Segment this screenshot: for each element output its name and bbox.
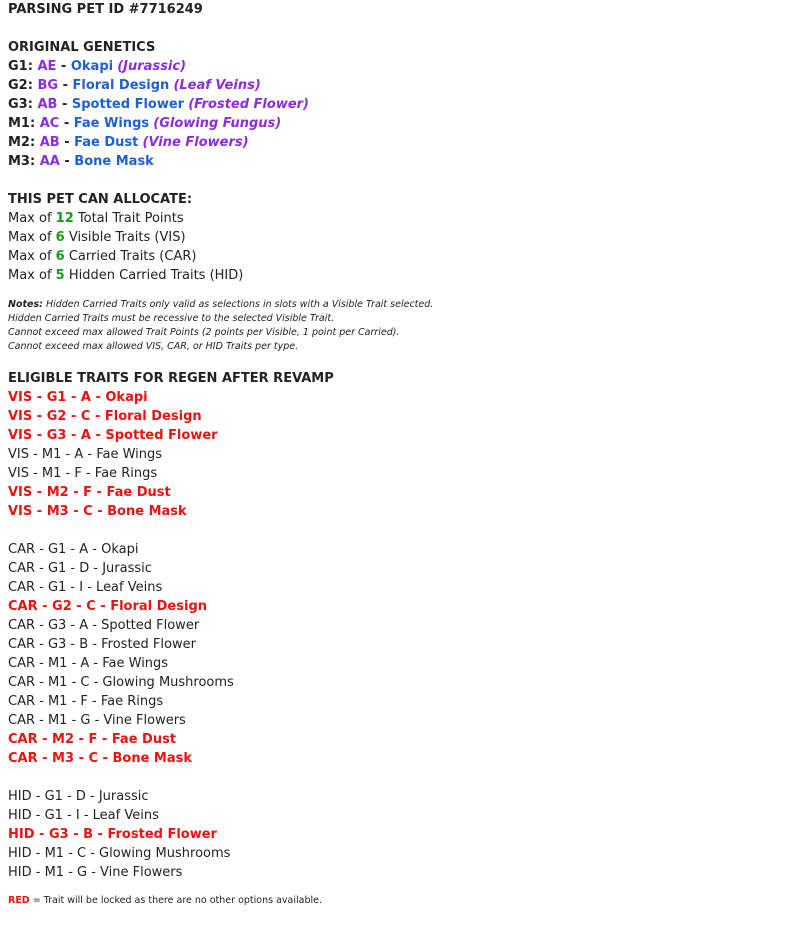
genetics-row bbox=[8, 76, 794, 95]
spacer bbox=[8, 19, 794, 38]
note-text: Hidden Carried Traits must be recessive to the selected Visible Trait. bbox=[8, 313, 335, 324]
gene-slot: M1: bbox=[8, 116, 40, 131]
car-trait-item: CAR - M3 - C - Bone Mask bbox=[8, 751, 193, 766]
vis-trait-item: VIS - M2 - F - Fae Dust bbox=[8, 485, 171, 500]
hid-trait-item: HID - G1 - I - Leaf Veins bbox=[8, 808, 159, 823]
hid-trait-list bbox=[8, 787, 794, 882]
allocate-list bbox=[8, 209, 794, 285]
legend bbox=[8, 894, 794, 908]
gene-code: BG bbox=[37, 78, 59, 93]
vis-trait-list bbox=[8, 388, 794, 521]
notes-label: Notes: bbox=[8, 299, 43, 310]
gene-trait: Floral Design bbox=[72, 78, 170, 93]
note-text: Cannot exceed max allowed VIS, CAR, or HID Traits per type. bbox=[8, 341, 299, 352]
gene-trait: Bone Mask bbox=[74, 154, 154, 169]
car-trait-item: CAR - M1 - G - Vine Flowers bbox=[8, 713, 186, 728]
original-genetics-heading: ORIGINAL GENETICS bbox=[8, 40, 156, 55]
vis-trait-item: VIS - G2 - C - Floral Design bbox=[8, 409, 202, 424]
gene-trait: Spotted Flower bbox=[71, 97, 185, 112]
vis-trait-item: VIS - M3 - C - Bone Mask bbox=[8, 504, 187, 519]
car-trait-item: CAR - G1 - A - Okapi bbox=[8, 542, 139, 557]
genetics-row bbox=[8, 95, 794, 114]
vis-trait-item: VIS - M1 - F - Fae Rings bbox=[8, 466, 158, 481]
gene-slot: G3: bbox=[8, 97, 38, 112]
allocate-row bbox=[8, 247, 794, 266]
spacer bbox=[8, 882, 794, 894]
gene-alt-trait: (Glowing Fungus) bbox=[153, 116, 282, 131]
genetics-row bbox=[8, 57, 794, 76]
allocate-row bbox=[8, 266, 794, 285]
gene-alt-trait: (Frosted Flower) bbox=[188, 97, 310, 112]
note-line bbox=[8, 312, 794, 326]
gene-code: AB bbox=[37, 97, 58, 112]
separator: - bbox=[59, 116, 74, 131]
gene-alt-trait: (Jurassic) bbox=[117, 59, 187, 74]
gene-trait: Fae Wings bbox=[73, 116, 150, 131]
allocate-number: 12 bbox=[55, 211, 74, 226]
car-trait-item: CAR - G1 - D - Jurassic bbox=[8, 561, 152, 576]
gene-alt-trait: (Vine Flowers) bbox=[142, 135, 249, 150]
notes-block bbox=[8, 298, 794, 354]
allocate-label: Visible Traits (VIS) bbox=[64, 230, 186, 245]
page-title: PARSING PET ID #7716249 bbox=[8, 2, 203, 17]
allocate-label: Total Trait Points bbox=[73, 211, 184, 226]
gene-code: AC bbox=[39, 116, 60, 131]
allocate-prefix: Max of bbox=[8, 268, 56, 283]
genetics-row bbox=[8, 133, 794, 152]
spacer bbox=[8, 285, 794, 298]
separator: - bbox=[59, 135, 75, 150]
separator: - bbox=[58, 78, 73, 93]
separator: - bbox=[57, 97, 72, 112]
gene-slot: M3: bbox=[8, 154, 40, 169]
legend-text: = Trait will be locked as there are no other options available. bbox=[29, 895, 322, 906]
eligible-heading: ELIGIBLE TRAITS FOR REGEN AFTER REVAMP bbox=[8, 371, 334, 386]
car-trait-item: CAR - M1 - A - Fae Wings bbox=[8, 656, 169, 671]
gene-trait: Okapi bbox=[70, 59, 114, 74]
allocate-prefix: Max of bbox=[8, 230, 56, 245]
note-line bbox=[8, 340, 794, 354]
vis-trait-item: VIS - G3 - A - Spotted Flower bbox=[8, 428, 218, 443]
legend-red-word: RED bbox=[8, 895, 30, 906]
allocate-number: 6 bbox=[55, 230, 65, 245]
spacer bbox=[8, 521, 794, 540]
allocate-prefix: Max of bbox=[8, 249, 56, 264]
note-line bbox=[8, 326, 794, 340]
separator: - bbox=[56, 59, 71, 74]
car-trait-item: CAR - G3 - B - Frosted Flower bbox=[8, 637, 196, 652]
gene-code: AE bbox=[37, 59, 57, 74]
allocate-label: Hidden Carried Traits (HID) bbox=[64, 268, 244, 283]
note-line bbox=[8, 298, 794, 312]
note-text: Cannot exceed max allowed Trait Points (2 points per Visible, 1 point per Carried). bbox=[8, 327, 400, 338]
car-trait-list bbox=[8, 540, 794, 768]
allocate-prefix: Max of bbox=[8, 211, 56, 226]
car-trait-item: CAR - G3 - A - Spotted Flower bbox=[8, 618, 200, 633]
allocate-row bbox=[8, 209, 794, 228]
car-trait-item: CAR - M1 - F - Fae Rings bbox=[8, 694, 164, 709]
gene-alt-trait: (Leaf Veins) bbox=[173, 78, 261, 93]
genetics-row bbox=[8, 114, 794, 133]
allocate-label: Carried Traits (CAR) bbox=[64, 249, 197, 264]
hid-trait-item: HID - G1 - D - Jurassic bbox=[8, 789, 149, 804]
vis-trait-item: VIS - M1 - A - Fae Wings bbox=[8, 447, 163, 462]
gene-trait: Fae Dust bbox=[74, 135, 139, 150]
spacer bbox=[8, 768, 794, 787]
gene-slot: G2: bbox=[8, 78, 38, 93]
spacer bbox=[8, 171, 794, 190]
separator: - bbox=[59, 154, 75, 169]
note-text: Hidden Carried Traits only valid as selections in slots with a Visible Trait selected. bbox=[42, 299, 434, 310]
hid-trait-item: HID - G3 - B - Frosted Flower bbox=[8, 827, 217, 842]
allocate-number: 6 bbox=[55, 249, 65, 264]
car-trait-item: CAR - G2 - C - Floral Design bbox=[8, 599, 208, 614]
allocate-number: 5 bbox=[55, 268, 65, 283]
allocate-row bbox=[8, 228, 794, 247]
gene-slot: G1: bbox=[8, 59, 38, 74]
allocate-heading: THIS PET CAN ALLOCATE: bbox=[8, 192, 193, 207]
gene-code: AA bbox=[39, 154, 60, 169]
vis-trait-item: VIS - G1 - A - Okapi bbox=[8, 390, 148, 405]
car-trait-item: CAR - M2 - F - Fae Dust bbox=[8, 732, 177, 747]
gene-slot: M2: bbox=[8, 135, 40, 150]
hid-trait-item: HID - M1 - G - Vine Flowers bbox=[8, 865, 183, 880]
car-trait-item: CAR - M1 - C - Glowing Mushrooms bbox=[8, 675, 234, 690]
gene-code: AB bbox=[39, 135, 60, 150]
hid-trait-item: HID - M1 - C - Glowing Mushrooms bbox=[8, 846, 231, 861]
spacer bbox=[8, 354, 794, 369]
car-trait-item: CAR - G1 - I - Leaf Veins bbox=[8, 580, 163, 595]
genetics-row bbox=[8, 152, 794, 171]
original-genetics-list bbox=[8, 57, 794, 171]
